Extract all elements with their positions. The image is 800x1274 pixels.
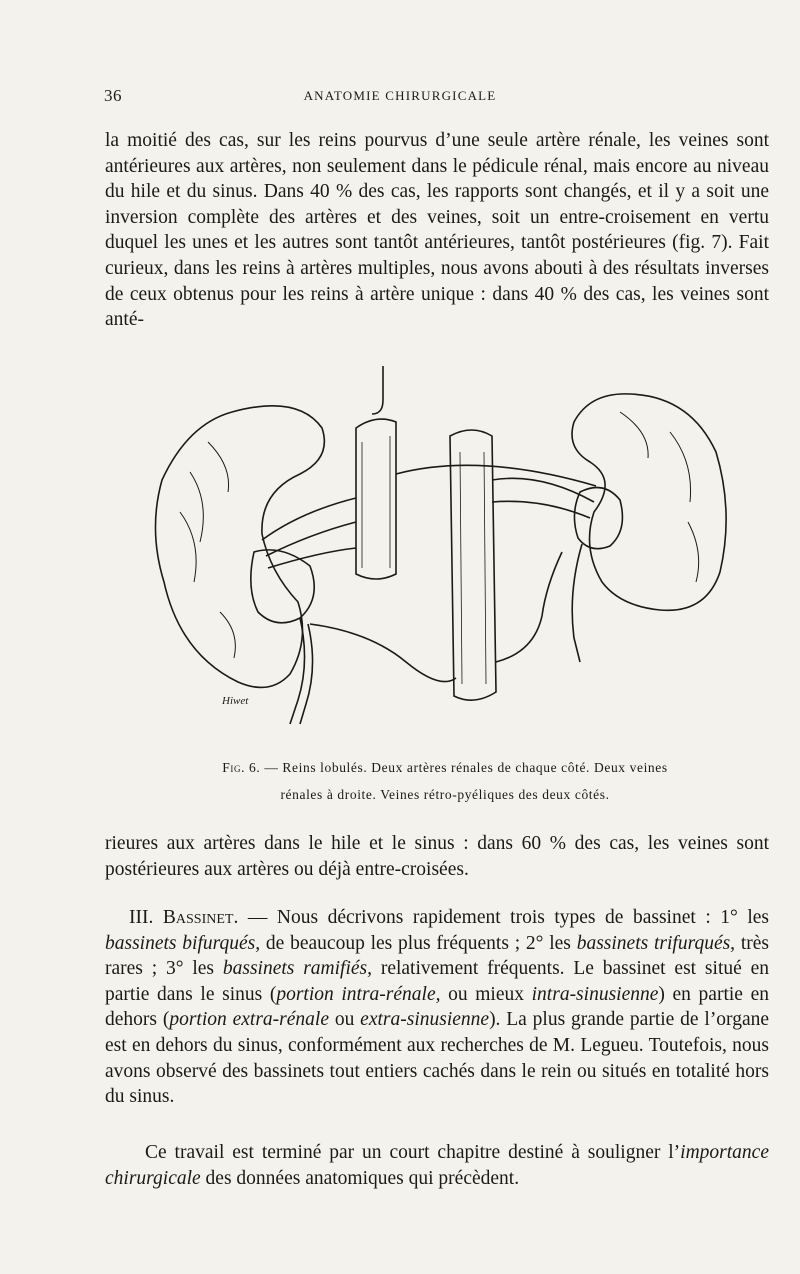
text-run: très rares ; 3° les — [105, 932, 770, 980]
text-run: des données anatomiques qui précèdent. — [200, 1167, 520, 1189]
italic-run: intra-sinusienne — [531, 983, 659, 1005]
right-gonadal-vessel — [496, 552, 562, 662]
figure-caption-text: — Reins lobulés. Deux artères rénales de chaque côté. Deux veines — [264, 760, 668, 775]
italic-run: bassinets bifurqués, — [105, 932, 261, 954]
section-heading: Bassinet. — [162, 907, 239, 928]
right-pelvis — [574, 488, 622, 549]
text-run: Ce travail est terminé par un court chapitre destiné à souligner l’ — [145, 1142, 681, 1163]
paragraph-text — [105, 1140, 769, 1191]
italic-run: extra-sinusienne — [360, 1009, 490, 1031]
left-pelvis — [251, 550, 314, 623]
italic-run: bassinets ramifiés, — [222, 958, 372, 980]
figure-caption-line-2: rénales à droite. Veines rétro-pyéliques des deux côtés. — [280, 787, 610, 802]
kidney-illustration — [150, 362, 730, 734]
section-number: III. — [129, 907, 154, 928]
paragraph-text — [105, 905, 769, 1110]
text-run: ou mieux — [440, 983, 532, 1005]
right-renal-vessels — [396, 465, 596, 518]
artist-signature: Hiwet — [222, 695, 249, 707]
paragraph-text: la moitié des cas, sur les reins pourvus d’une seule artère rénale, les veines sont antérieures aux artères, non seulement dans le pédicule rénal, mais encore au niveau du hile et du sinus. Dans 40 % des cas, les rapports sont changés, et il y a soit une inversion complète des artères et des veines, soit un entre-croisement en vertu duquel les unes et les autres sont tantôt antérieures, tantôt postérieures (fig. 7). Fait curieux, dans les reins à artères multiples, nous avons abouti à des résultats inverses de ceux obtenus pour les reins à artère unique : dans 40 % des cas, les veines sont anté- — [105, 130, 769, 331]
right-kidney — [572, 394, 726, 610]
page-number: 36 — [104, 86, 122, 105]
text-run: ) en partie en dehors ( — [105, 983, 769, 1031]
left-kidney — [155, 406, 324, 688]
italic-run: bassinets trifurqués, — [576, 932, 736, 954]
text-run: — Nous décrivons rapidement trois types de bassinet : 1° les — [238, 907, 769, 928]
paragraph-continuation — [105, 831, 769, 882]
text-run: ou — [328, 1009, 361, 1031]
figure-caption-line-1 — [150, 757, 740, 779]
text-run: de beaucoup les plus fréquents ; 2° les — [260, 932, 577, 954]
text-run: relativement fréquents. Le bassinet est situé en partie dans le sinus ( — [105, 958, 769, 1005]
figure-label: Fig. 6. — [222, 760, 261, 775]
italic-run: portion extra-rénale — [169, 1009, 329, 1031]
running-title: ANATOMIE CHIRURGICALE — [303, 88, 497, 103]
paragraph-closing — [105, 1140, 769, 1191]
paragraph-bassinet — [105, 905, 769, 1110]
left-renal-vessels — [262, 498, 356, 568]
aorta — [450, 430, 496, 700]
left-gonadal-vessel — [310, 624, 456, 682]
paragraph-top — [105, 128, 769, 333]
italic-run: importance chirurgicale — [105, 1142, 769, 1189]
hook-line — [372, 366, 383, 414]
italic-run: portion intra-rénale, — [276, 983, 441, 1005]
paragraph-text: rieures aux artères dans le hile et le sinus : dans 60 % des cas, les veines sont postérieures aux artères ou déjà entre-croisées. — [105, 833, 769, 880]
text-run: ). La plus grande partie de l’organe est en dehors du sinus, conformément aux recherches de M. Legueu. Toutefois, nous avons observé des bassinets tout entiers cachés dans le rein ou situés en totalité hors du sinus. — [105, 1009, 770, 1108]
right-ureter — [572, 544, 582, 662]
